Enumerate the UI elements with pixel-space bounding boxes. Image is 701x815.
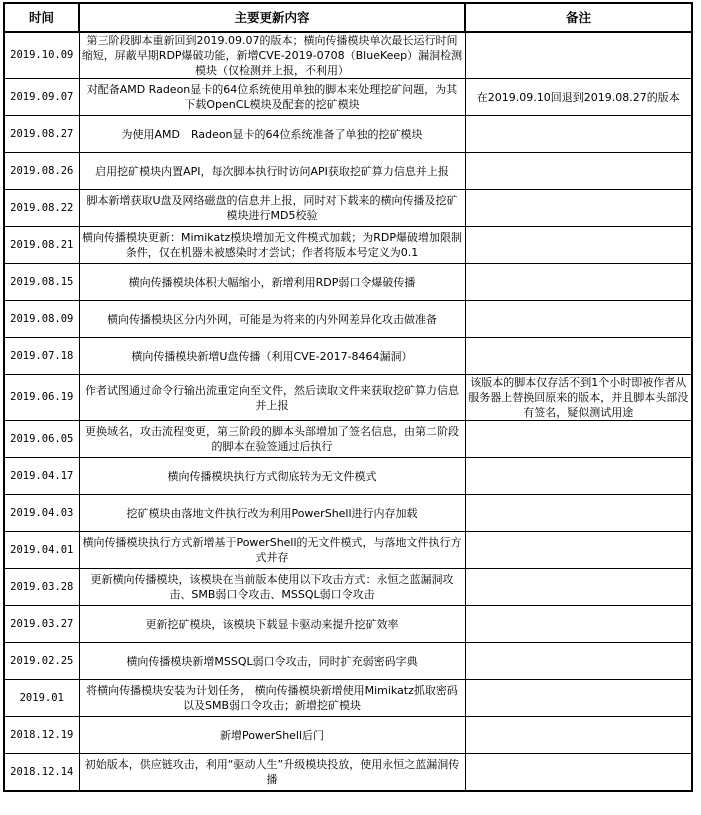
table-row: [4, 338, 692, 375]
date-cell: 2019.06.05: [4, 421, 79, 458]
remark-cell: [465, 338, 692, 375]
remark-cell: [465, 264, 692, 301]
content-cell: 挖矿模块由落地文件执行改为利用PowerShell进行内存加载: [79, 495, 465, 532]
remark-cell: [465, 717, 692, 754]
header-time: 时间: [4, 3, 79, 32]
date-cell: 2019.04.01: [4, 532, 79, 569]
date-cell: 2018.12.19: [4, 717, 79, 754]
date-cell: 2019.10.09: [4, 32, 79, 79]
remark-cell: [465, 190, 692, 227]
content-cell: 新增PowerShell后门: [79, 717, 465, 754]
remark-cell: [465, 32, 692, 79]
remark-cell: [465, 569, 692, 606]
content-cell: 横向传播模块区分内外网，可能是为将来的内外网差异化攻击做准备: [79, 301, 465, 338]
content-cell: 横向传播模块新增MSSQL弱口令攻击，同时扩充弱密码字典: [79, 643, 465, 680]
date-cell: 2019.06.19: [4, 375, 79, 421]
date-cell: 2019.08.22: [4, 190, 79, 227]
table-header-row: [4, 3, 692, 32]
table-row: [4, 421, 692, 458]
content-cell: 初始版本，供应链攻击，利用“驱动人生”升级模块投放，使用永恒之蓝漏洞传播: [79, 754, 465, 792]
table-row: [4, 643, 692, 680]
content-cell: 启用挖矿模块内置API，每次脚本执行时访问API获取挖矿算力信息并上报: [79, 153, 465, 190]
content-cell: 横向传播模块执行方式彻底转为无文件模式: [79, 458, 465, 495]
date-cell: 2019.04.17: [4, 458, 79, 495]
content-cell: 为使用AMD Radeon显卡的64位系统准备了单独的挖矿模块: [79, 116, 465, 153]
remark-cell: [465, 606, 692, 643]
remark-cell: [465, 680, 692, 717]
remark-cell: [465, 153, 692, 190]
table-row: [4, 32, 692, 79]
content-cell: 作者试图通过命令行输出流重定向至文件，然后读取文件来获取挖矿算力信息并上报: [79, 375, 465, 421]
date-cell: 2019.09.07: [4, 79, 79, 116]
table-row: [4, 717, 692, 754]
date-cell: 2019.08.15: [4, 264, 79, 301]
date-cell: 2019.08.27: [4, 116, 79, 153]
content-cell: 更新横向传播模块，该模块在当前版本使用以下攻击方式：永恒之蓝漏洞攻击、SMB弱口令攻击、MSSQL弱口令攻击: [79, 569, 465, 606]
date-cell: 2019.03.28: [4, 569, 79, 606]
date-cell: 2019.08.21: [4, 227, 79, 264]
content-cell: 对配备AMD Radeon显卡的64位系统使用单独的脚本来处理挖矿问题，为其下载OpenCL模块及配套的挖矿模块: [79, 79, 465, 116]
date-cell: 2019.08.09: [4, 301, 79, 338]
content-cell: 脚本新增获取U盘及网络磁盘的信息并上报，同时对下载来的横向传播及挖矿模块进行MD5校验: [79, 190, 465, 227]
table-row: [4, 680, 692, 717]
table-row: [4, 190, 692, 227]
table-row: [4, 79, 692, 116]
table-row: [4, 153, 692, 190]
date-cell: 2019.04.03: [4, 495, 79, 532]
remark-cell: [465, 643, 692, 680]
content-cell: 更换域名，攻击流程变更，第三阶段的脚本头部增加了签名信息，由第二阶段的脚本在验签通过后执行: [79, 421, 465, 458]
remark-cell: [465, 532, 692, 569]
table-row: [4, 495, 692, 532]
remark-cell: [465, 116, 692, 153]
header-remark: 备注: [465, 3, 692, 32]
remark-cell: [465, 495, 692, 532]
table-row: [4, 375, 692, 421]
update-history-table: [3, 2, 693, 792]
date-cell: 2019.03.27: [4, 606, 79, 643]
table-row: [4, 606, 692, 643]
content-cell: 将横向传播模块安装为计划任务， 横向传播模块新增使用Mimikatz抓取密码以及SMB弱口令攻击；新增挖矿模块: [79, 680, 465, 717]
content-cell: 第三阶段脚本重新回到2019.09.07的版本；横向传播模块单次最长运行时间缩短，屏蔽早期RDP爆破功能，新增CVE-2019-0708（BlueKeep）漏洞检测模块（仅检测并上报，不利用）: [79, 32, 465, 79]
date-cell: 2019.08.26: [4, 153, 79, 190]
remark-cell: [465, 421, 692, 458]
content-cell: 横向传播模块执行方式新增基于PowerShell的无文件模式，与落地文件执行方式并存: [79, 532, 465, 569]
date-cell: 2019.01: [4, 680, 79, 717]
content-cell: 横向传播模块新增U盘传播（利用CVE-2017-8464漏洞）: [79, 338, 465, 375]
remark-cell: [465, 458, 692, 495]
table-row: [4, 264, 692, 301]
remark-cell: [465, 301, 692, 338]
content-cell: 横向传播模块更新：Mimikatz模块增加无文件模式加载；为RDP爆破增加限制条件，仅在机器未被感染时才尝试；作者将版本号定义为0.1: [79, 227, 465, 264]
remark-cell: 该版本的脚本仅存活不到1个小时即被作者从服务器上替换回原来的版本，并且脚本头部没有签名，疑似测试用途: [465, 375, 692, 421]
table-row: [4, 227, 692, 264]
date-cell: 2019.07.18: [4, 338, 79, 375]
table-row: [4, 532, 692, 569]
table-row: [4, 301, 692, 338]
table-row: [4, 458, 692, 495]
date-cell: 2019.02.25: [4, 643, 79, 680]
content-cell: 横向传播模块体积大幅缩小，新增利用RDP弱口令爆破传播: [79, 264, 465, 301]
remark-cell: 在2019.09.10回退到2019.08.27的版本: [465, 79, 692, 116]
date-cell: 2018.12.14: [4, 754, 79, 792]
table-row: [4, 754, 692, 792]
header-content: 主要更新内容: [79, 3, 465, 32]
table-body: [4, 32, 692, 791]
content-cell: 更新挖矿模块，该模块下载显卡驱动来提升挖矿效率: [79, 606, 465, 643]
remark-cell: [465, 754, 692, 792]
table-row: [4, 116, 692, 153]
table-row: [4, 569, 692, 606]
remark-cell: [465, 227, 692, 264]
